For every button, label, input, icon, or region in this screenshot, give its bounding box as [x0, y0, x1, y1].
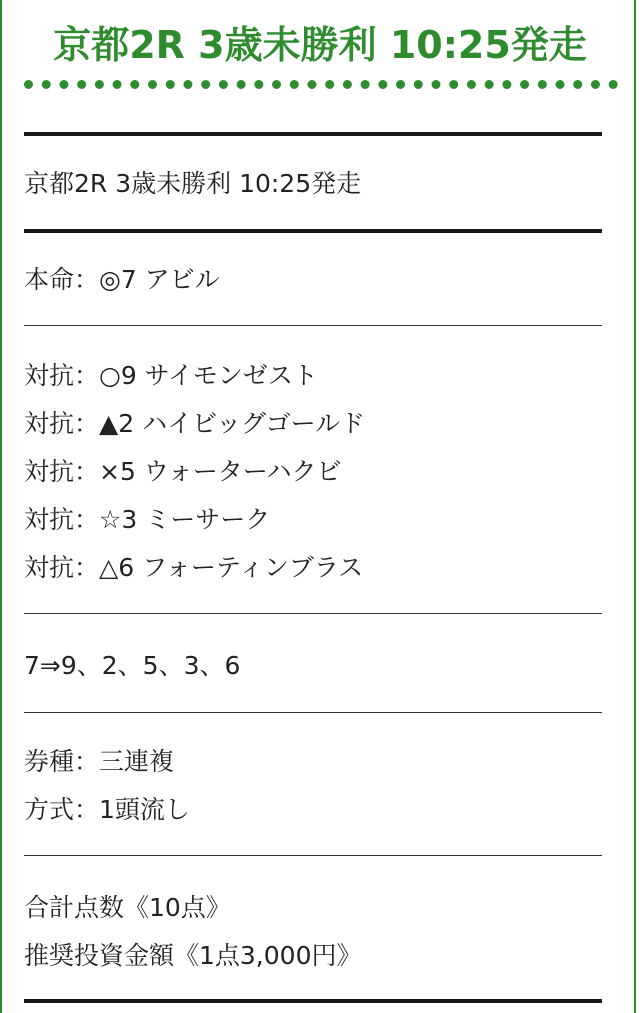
taikou-pick: 対抗：○9 サイモンゼスト: [24, 361, 318, 390]
thin-divider: [24, 855, 602, 856]
dotted-divider: [24, 80, 618, 89]
formation-line: 7⇒9、2、5、3、6: [24, 651, 241, 680]
thin-divider: [24, 613, 602, 614]
taikou-pick: 対抗：▲2 ハイビッグゴールド: [24, 409, 366, 438]
thick-divider: [24, 132, 602, 136]
thin-divider: [24, 325, 602, 326]
ticket-type: 券種：三連複: [24, 747, 175, 776]
taikou-pick: 対抗：△6 フォーティンブラス: [24, 553, 364, 582]
race-info: 京都2R 3歳未勝利 10:25発走: [24, 169, 362, 198]
honmei-pick: 本命：◎7 アビル: [24, 265, 220, 294]
recommended-amount: 推奨投資金額《1点3,000円》: [24, 941, 362, 970]
bet-method: 方式：1頭流し: [24, 795, 190, 824]
taikou-pick: 対抗：×5 ウォーターハクビ: [24, 457, 342, 486]
thick-divider: [24, 229, 602, 233]
thick-divider: [24, 999, 602, 1003]
taikou-pick: 対抗：☆3 ミーサーク: [24, 505, 271, 534]
total-points: 合計点数《10点》: [24, 893, 231, 922]
page-title: 京都2R 3歳未勝利 10:25発走: [53, 23, 587, 67]
thin-divider: [24, 712, 602, 713]
